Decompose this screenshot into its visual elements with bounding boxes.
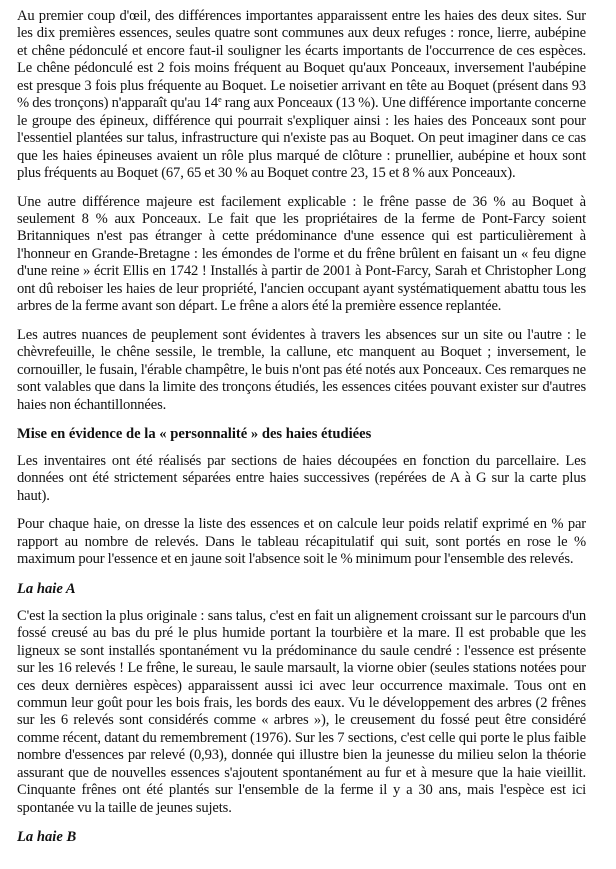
paragraph-other-nuances: Les autres nuances de peuplement sont évidentes à travers les absences sur un site ou l'autre : le chèvrefeuille, le chêne sessile, le tremble, la callune, etc manquent au Boquet ; inversement, le cornouiller, le fusain, l'érable champêtre, le buis n'ont pas été notés aux Ponceaux. Ces remarques ne sont valables que dans la limite des tronçons étudiés, les essences citées pouvant exister sur d'autres haies non échantillonnées. bbox=[17, 326, 586, 413]
paragraph-text-continued: rang aux Ponceaux (13 %). Une différence importante concerne le groupe des épineux, différence qui pourrait s'expliquer ainsi : les haies des Ponceaux sont pour l'essentiel plantées sur talus, infrastructure qui n'existe pas au Boquet. On peut imaginer dans ce cas que les haies épineuses avaient un rôle plus marqué de clôture : prunellier, aubépine et houx sont plus fréquents au Boquet (67, 65 et 30 % au Boquet contre 23, 15 et 8 % aux Ponceaux). bbox=[17, 95, 586, 182]
paragraph-frene-difference: Une autre différence majeure est facilement explicable : le frêne passe de 36 % au Boquet à seulement 8 % aux Ponceaux. Le fait que les propriétaires de la ferme de Pont-Farcy soient Britanniques n'est pas étranger à cette prédominance d'une essence qui est particulièrement à l'honneur en Grande-Bretagne : les émondes de l'orme et du frêne brûlent en faisant un « feu digne d'une reine » écrit Ellis en 1742 ! Installés à partir de 2001 à Pont-Farcy, Sarah et Christopher Long ont dû reboiser les haies de leur propriété, l'ancien occupant ayant systématiquement abattu tous les arbres de la ferme avant son départ. Le frêne a alors été la première essence replantée. bbox=[17, 193, 586, 315]
ordinal-superscript: e bbox=[218, 95, 222, 105]
paragraph-text: Au premier coup d'œil, des différences importantes apparaissent entre les haies des deux sites. Sur les dix premières essences, seules quatre sont communes aux deux refuges : ronce, lierre, aubépine et chêne pédonculé et encore faut-il souligner les écarts importants de l'occurrence de ces espèces. Le chêne pédonculé est 2 fois moins fréquent au Boquet qu'aux Ponceaux, inversement l'aubépine est presque 3 fois plus fréquente au Boquet. Le noisetier arrivant en tête au Boquet (présent dans 93 % des tronçons) n'apparaît qu'au 14 bbox=[17, 8, 586, 112]
haie-b-heading: La haie B bbox=[17, 829, 77, 846]
paragraph-method: Pour chaque haie, on dresse la liste des essences et on calcule leur poids relatif exprimé en % par rapport au nombre de relevés. Dans le tableau récapitulatif qui suit, sont portés en rose le % maximum pour l'essence et en jaune soit l'absence soit le % minimum pour l'ensemble des relevés. bbox=[17, 516, 586, 568]
haie-a-heading: La haie A bbox=[17, 580, 76, 597]
paragraph-site-differences bbox=[17, 8, 586, 183]
paragraph-haie-a: C'est la section la plus originale : sans talus, c'est en fait un alignement croissant sur le parcours d'un fossé creusé au bas du pré le plus humide portant la tourbière et la mare. Il est probable que les ligneux se sont installés spontanément vu la prédominance du saule cendré : l'essence est présente sur les 16 relevés ! Le frêne, le sureau, le saule marsault, la viorne obier (seules stations notées pour ces deux dernières espèces) apparaissent aussi ici avec leur occurrence maximale. Tous ont en commun leur goût pour les bois frais, les bords des eaux. Vu le développement des arbres (2 frênes sur les 6 relevés sont considérés comme « arbres »), le creusement du fossé peut être considéré comme récent, datant du remembrement (1976). Sur les 7 sections, c'est celle qui porte le plus faible nombre d'essences par relevé (0,93), donnée qui illustre bien la jeunesse du milieu selon la théorie assurant que de nouvelles essences s'ajoutent spontanément au fur et à mesure que la haie vieillit. Cinquante frênes ont été plantés sur l'ensemble de la ferme il y a 30 ans, mais l'espèce est ici spontanée vu la taille de jeunes sujets. bbox=[17, 607, 586, 816]
section-heading: Mise en évidence de la « personnalité » des haies étudiées bbox=[17, 425, 372, 442]
paragraph-inventaires: Les inventaires ont été réalisés par sections de haies découpées en fonction du parcellaire. Les données ont été strictement séparées entre haies successives (repérées de A à G sur la carte plus haut). bbox=[17, 452, 586, 504]
